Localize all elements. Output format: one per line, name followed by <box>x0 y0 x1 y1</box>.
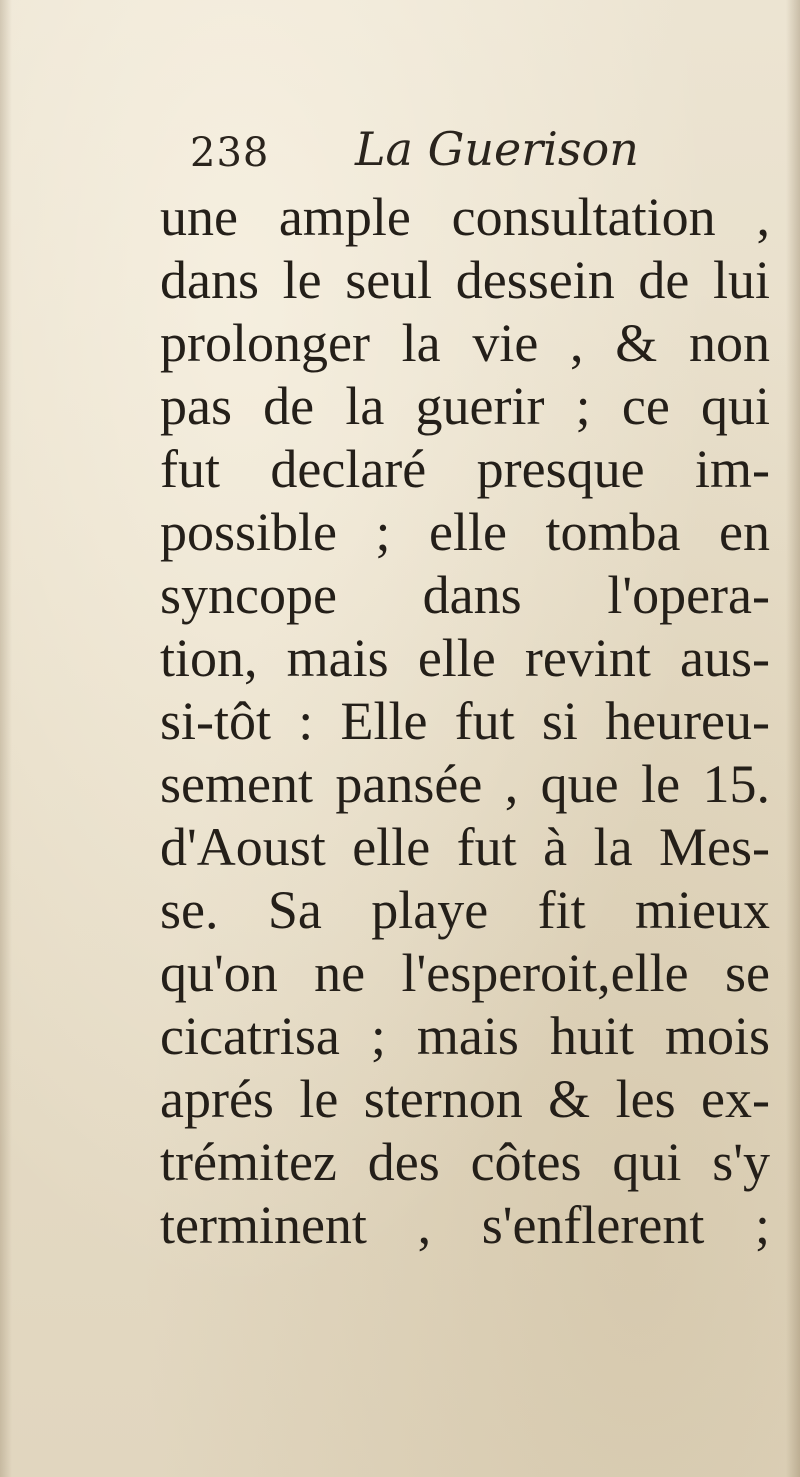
text-line: une ample consultation , <box>160 187 770 247</box>
page-edge-shadow-right <box>786 0 800 1477</box>
text-line: si-tôt : Elle fut si heureu- <box>160 691 770 751</box>
text-line: fut declaré presque im- <box>160 439 770 499</box>
text-line: d'Aoust elle fut à la Mes- <box>160 817 770 877</box>
text-line: sement pansée , que le 15. <box>160 754 770 814</box>
text-line: prolonger la vie , & non <box>160 313 770 373</box>
text-line: terminent , s'enflerent ; <box>160 1195 770 1255</box>
text-line: aprés le sternon & les ex- <box>160 1069 770 1129</box>
page-number: 238 <box>190 130 270 176</box>
text-line: possible ; elle tomba en <box>160 502 770 562</box>
text-line: qu'on ne l'esperoit,elle se <box>160 943 770 1003</box>
text-line: trémitez des côtes qui s'y <box>160 1132 770 1192</box>
running-title: La Guerison <box>355 122 639 176</box>
text-line: se. Sa playe fit mieux <box>160 880 770 940</box>
text-line: cicatrisa ; mais huit mois <box>160 1006 770 1066</box>
text-line: tion, mais elle revint aus- <box>160 628 770 688</box>
page-edge-shadow-left <box>0 0 12 1477</box>
text-line: syncope dans l'opera- <box>160 565 770 625</box>
text-line: pas de la guerir ; ce qui <box>160 376 770 436</box>
body-text <box>160 186 770 1257</box>
text-line: dans le seul dessein de lui <box>160 250 770 310</box>
